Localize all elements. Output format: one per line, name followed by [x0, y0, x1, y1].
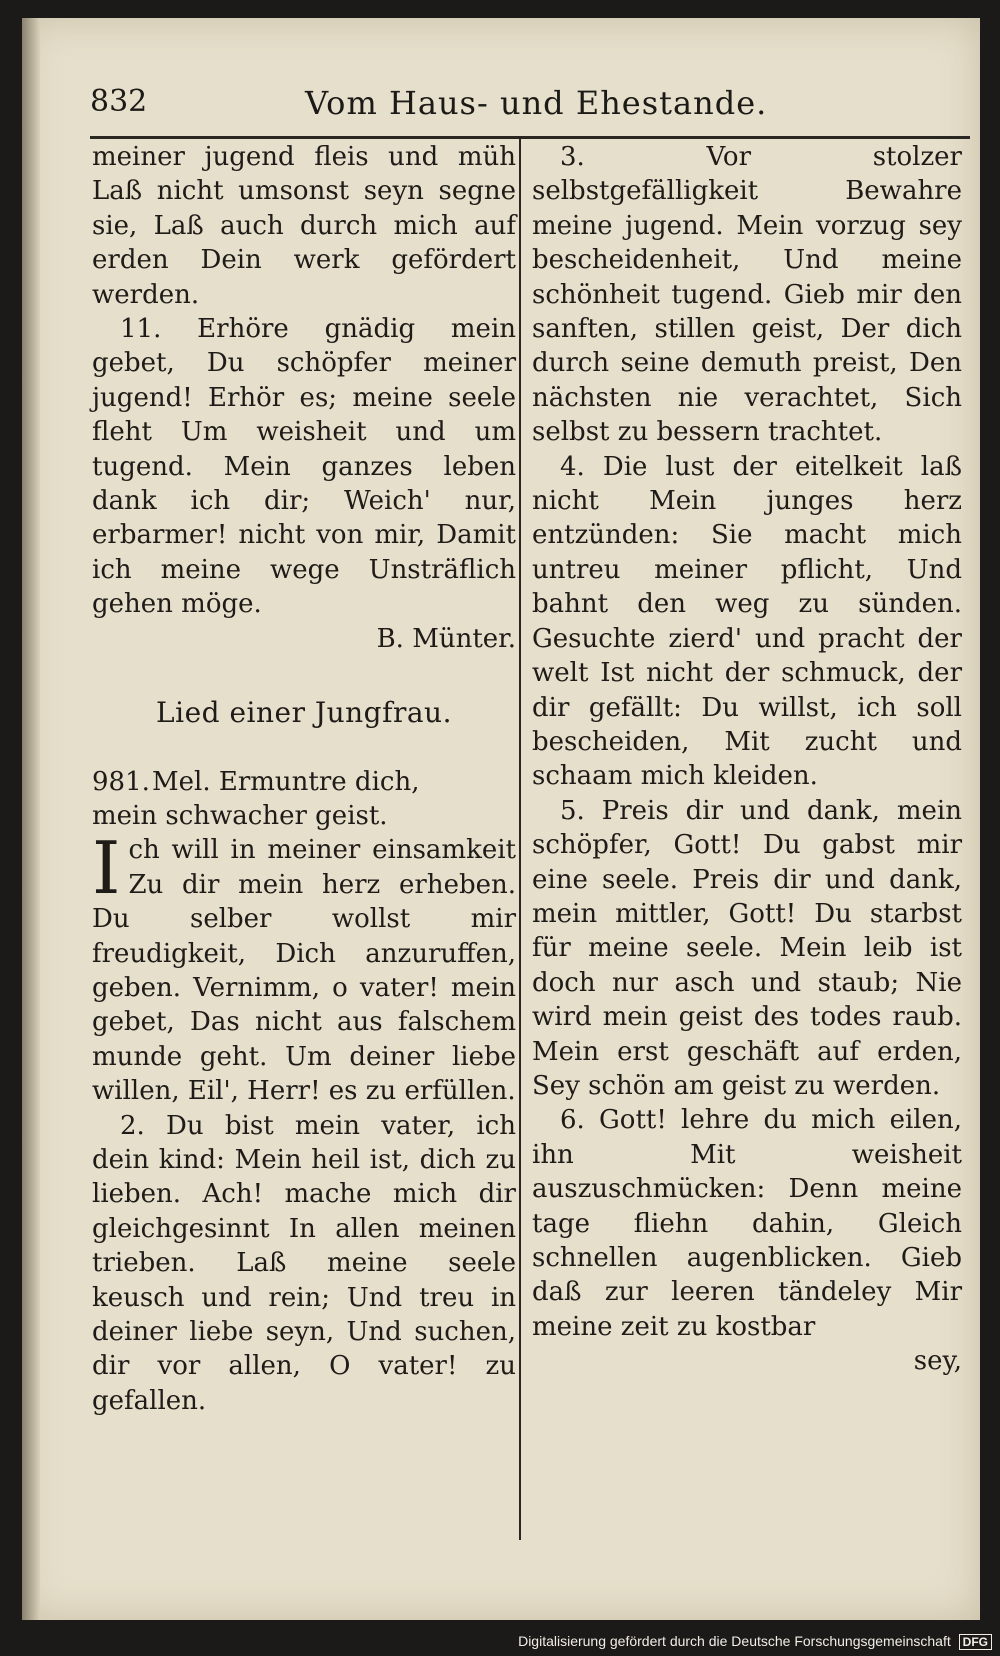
melody-line-1: Mel. Ermuntre dich, [152, 766, 420, 797]
left-column [92, 140, 516, 1418]
header-rule [90, 136, 970, 139]
drop-cap: I [92, 826, 121, 911]
running-head [90, 84, 970, 132]
verse-4: 4. Die lust der eitelkeit laß nicht Mein junges herz entzünden: Sie macht mich untreu meiner pflicht, Und bahnt den weg zu sünden. Gesuchte zierd' und pracht der welt Ist nicht der schmuck, der dir gefällt: Du willst, ich soll bescheiden, Mit zucht und schaam mich kleiden. [532, 451, 962, 792]
hymn-number: 981. [92, 766, 150, 797]
page-header-title: Vom Haus- und Ehestande. [305, 84, 768, 122]
page-number: 832 [90, 84, 148, 119]
melody-indication [92, 765, 516, 799]
verse-1-text: ch will in meiner einsamkeit Zu dir mein herz erheben. Du selber wollst mir freudigkeit, Dich anzuruffen, geben. Vernimm, o vater! mein gebet, Das nicht aus falschem munde geht. Um deiner liebe willen, Eil', Herr! es zu erfüllen. [92, 835, 516, 1107]
song-title: Lied einer Jungfrau. [156, 696, 452, 730]
verse-continuation: meiner jugend fleis und müh Laß nicht umsonst seyn segne sie, Laß auch durch mich auf erden Dein werk gefördert werden. [92, 142, 516, 310]
author-attribution: B. Münter. [376, 623, 516, 654]
verse-2: 2. Du bist mein vater, ich dein kind: Mein heil ist, dich zu lieben. Ach! mache mich dir gleichgesinnt In allen meinen trieben. Laß meine seele keusch und rein; Und treu in deiner liebe seyn, Und suchen, dir vor allen, O vater! zu gefallen. [92, 1110, 516, 1416]
dfg-logo: DFG [959, 1634, 992, 1650]
footer-text: Digitalisierung gefördert durch die Deutsche Forschungsgemeinschaft [518, 1633, 951, 1649]
digitization-footer [518, 1633, 992, 1650]
right-column [532, 140, 962, 1379]
verse-1 [92, 826, 516, 1108]
page-edge [22, 18, 40, 1620]
melody-line-2: mein schwacher geist. [92, 800, 388, 831]
verse-6: 6. Gott! lehre du mich eilen, ihn Mit weisheit auszuschmücken: Denn meine tage fliehn dahin, Gleich schnellen augenblicken. Gieb daß zur leeren tändeley Mir meine zeit zu kostbar [532, 1105, 962, 1342]
column-divider [519, 138, 521, 1540]
verse-5: 5. Preis dir und dank, mein schöpfer, Gott! Du gabst mir eine seele. Preis dir und dank, mein mittler, Gott! Du starbst für meine seele. Mein leib ist doch nur asch und staub; Nie wird mein geist des todes raub. Mein erst geschäft auf erden, Sey schön am geist zu werden. [532, 795, 962, 1101]
catchword: sey, [913, 1346, 962, 1377]
verse-3: 3. Vor stolzer selbstgefälligkeit Bewahre meine jugend. Mein vorzug sey bescheidenheit, Und meine schönheit tugend. Gieb mir den sanften, stillen geist, Der dich durch seine demuth preist, Den nächsten nie verachtet, Sich selbst zu bessern trachtet. [532, 142, 962, 448]
verse-11: 11. Erhöre gnädig mein gebet, Du schöpfer meiner jugend! Erhör es; meine seele fleht Um weisheit und um tugend. Mein ganzes leben dank ich dir; Weich' nur, erbarmer! nicht von mir, Damit ich meine wege Unsträflich gehen möge. [92, 314, 516, 620]
